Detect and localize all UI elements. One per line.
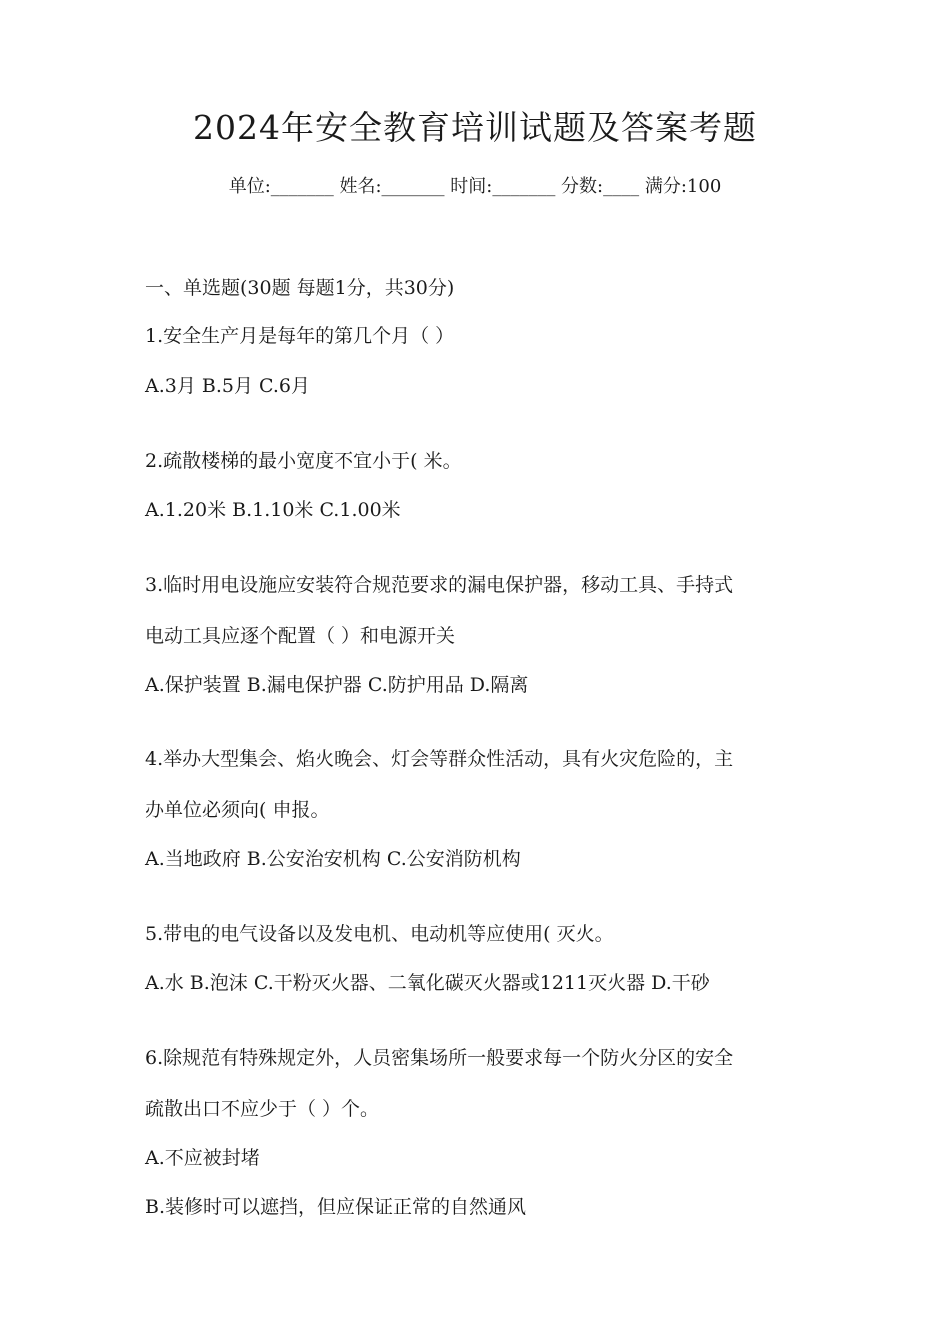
question-3-text-line-2: 电动工具应逐个配置（ ）和电源开关 [145, 625, 456, 647]
question-1-options: A.3月 B.5月 C.6月 [145, 375, 311, 397]
question-4-text-line-2: 办单位必须向( 申报。 [145, 799, 330, 821]
question-6-text-line-1: 6.除规范有特殊规定外，人员密集场所一般要求每一个防火分区的安全 [145, 1047, 734, 1069]
question-4-options: A.当地政府 B.公安治安机构 C.公安消防机构 [145, 848, 521, 870]
question-1-text: 1.安全生产月是每年的第几个月（ ） [145, 325, 455, 347]
question-2-options: A.1.20米 B.1.10米 C.1.00米 [145, 499, 401, 521]
question-5-options: A.水 B.泡沫 C.干粉灭火器、二氧化碳灭火器或1211灭火器 D.干砂 [145, 972, 710, 994]
exam-info-line: 单位:_______ 姓名:_______ 时间:_______ 分数:____ 满分:100 [228, 176, 722, 197]
question-4-text-line-1: 4.举办大型集会、焰火晚会、灯会等群众性活动，具有火灾危险的，主 [145, 748, 734, 770]
question-3-text-line-1: 3.临时用电设施应安装符合规范要求的漏电保护器，移动工具、手持式 [145, 574, 734, 596]
question-6-option-a: A.不应被封堵 [145, 1147, 260, 1169]
page-title: 2024年安全教育培训试题及答案考题 [193, 108, 757, 147]
question-6-text-line-2: 疏散出口不应少于（ ）个。 [145, 1098, 380, 1120]
question-5-text: 5.带电的电气设备以及发电机、电动机等应使用( 灭火。 [145, 923, 614, 945]
question-6-option-b: B.装修时可以遮挡，但应保证正常的自然通风 [145, 1196, 527, 1218]
question-2-text: 2.疏散楼梯的最小宽度不宜小于( 米。 [145, 450, 462, 472]
section-heading: 一、单选题(30题 每题1分，共30分) [145, 277, 455, 299]
question-3-options: A.保护装置 B.漏电保护器 C.防护用品 D.隔离 [145, 674, 529, 696]
